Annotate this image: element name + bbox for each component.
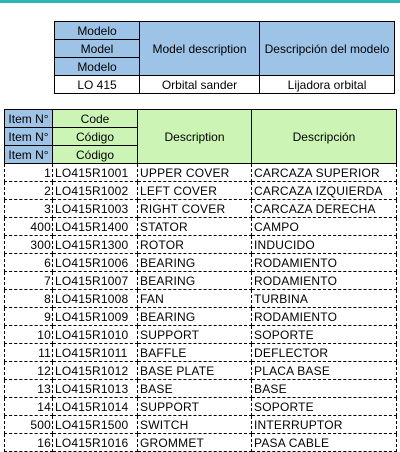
- table-row: [5, 182, 397, 200]
- description-cell: BASE: [138, 380, 252, 398]
- descripcion-cell: PASA CABLE: [252, 434, 397, 452]
- item-number-header: Item N°: [5, 128, 53, 146]
- item-number-cell: 11: [5, 344, 53, 362]
- table-row: [5, 290, 397, 308]
- table-row: [5, 218, 397, 236]
- description-cell: RIGHT COVER: [138, 200, 252, 218]
- description-cell: BAFFLE: [138, 344, 252, 362]
- model-description-value: Orbital sander: [140, 76, 260, 94]
- table-row: [5, 380, 397, 398]
- descripcion-cell: SOPORTE: [252, 326, 397, 344]
- description-cell: UPPER COVER: [138, 164, 252, 182]
- table-row: [5, 344, 397, 362]
- item-number-cell: 16: [5, 434, 53, 452]
- description-cell: BASE PLATE: [138, 362, 252, 380]
- code-cell: LO415R1007: [53, 272, 138, 290]
- descripcion-cell: INTERRUPTOR: [252, 416, 397, 434]
- descripcion-cell: RODAMIENTO: [252, 272, 397, 290]
- descripcion-cell: TURBINA: [252, 290, 397, 308]
- table-row: [5, 254, 397, 272]
- item-number-header: Item N°: [5, 110, 53, 128]
- table-row: [5, 272, 397, 290]
- code-cell: LO415R1006: [53, 254, 138, 272]
- item-number-cell: 13: [5, 380, 53, 398]
- item-number-cell: 14: [5, 398, 53, 416]
- descripcion-cell: CARCAZA IZQUIERDA: [252, 182, 397, 200]
- descripcion-cell: RODAMIENTO: [252, 254, 397, 272]
- description-cell: SWITCH: [138, 416, 252, 434]
- code-header: Código: [53, 128, 138, 146]
- item-number-cell: 1: [5, 164, 53, 182]
- code-cell: LO415R1300: [53, 236, 138, 254]
- table-row: [5, 326, 397, 344]
- code-cell: LO415R1002: [53, 182, 138, 200]
- description-cell: BEARING: [138, 272, 252, 290]
- descripcion-cell: RODAMIENTO: [252, 308, 397, 326]
- model-label: Modelo: [55, 58, 140, 76]
- model-label: Modelo: [55, 22, 140, 40]
- table-row: [5, 434, 397, 452]
- item-number-cell: 12: [5, 362, 53, 380]
- table-row: [5, 416, 397, 434]
- parts-table: [4, 109, 397, 452]
- table-row: [5, 308, 397, 326]
- code-cell: LO415R1011: [53, 344, 138, 362]
- code-cell: LO415R1014: [53, 398, 138, 416]
- table-row: [5, 236, 397, 254]
- table-row: [5, 362, 397, 380]
- code-cell: LO415R1009: [53, 308, 138, 326]
- table-row: [5, 398, 397, 416]
- item-number-cell: 10: [5, 326, 53, 344]
- code-cell: LO415R1003: [53, 200, 138, 218]
- model-description-header: Model description: [140, 22, 260, 76]
- item-number-cell: 300: [5, 236, 53, 254]
- code-cell: LO415R1400: [53, 218, 138, 236]
- model-value: LO 415: [55, 76, 140, 94]
- top-accent-line: [0, 0, 400, 3]
- code-header: Code: [53, 110, 138, 128]
- item-number-cell: 8: [5, 290, 53, 308]
- descripcion-modelo-header: Descripción del modelo: [260, 22, 395, 76]
- item-number-cell: 500: [5, 416, 53, 434]
- description-cell: FAN: [138, 290, 252, 308]
- descripcion-header: Descripción: [252, 110, 397, 164]
- model-header-table: [54, 21, 395, 94]
- parts-body: [5, 164, 397, 452]
- descripcion-cell: CAMPO: [252, 218, 397, 236]
- description-cell: STATOR: [138, 218, 252, 236]
- code-cell: LO415R1012: [53, 362, 138, 380]
- code-cell: LO415R1016: [53, 434, 138, 452]
- descripcion-cell: BASE: [252, 380, 397, 398]
- table-row: [5, 200, 397, 218]
- descripcion-cell: CARCAZA DERECHA: [252, 200, 397, 218]
- code-cell: LO415R1013: [53, 380, 138, 398]
- descripcion-cell: PLACA BASE: [252, 362, 397, 380]
- item-number-cell: 9: [5, 308, 53, 326]
- item-number-header: Item N°: [5, 146, 53, 164]
- item-number-cell: 2: [5, 182, 53, 200]
- descripcion-modelo-value: Lijadora orbital: [260, 76, 395, 94]
- table-row: [5, 164, 397, 182]
- item-number-cell: 3: [5, 200, 53, 218]
- description-cell: GROMMET: [138, 434, 252, 452]
- description-cell: BEARING: [138, 308, 252, 326]
- description-cell: SUPPORT: [138, 326, 252, 344]
- descripcion-cell: SOPORTE: [252, 398, 397, 416]
- descripcion-cell: DEFLECTOR: [252, 344, 397, 362]
- item-number-cell: 400: [5, 218, 53, 236]
- code-cell: LO415R1010: [53, 326, 138, 344]
- code-cell: LO415R1500: [53, 416, 138, 434]
- model-label: Model: [55, 40, 140, 58]
- description-header: Description: [138, 110, 252, 164]
- code-header: Código: [53, 146, 138, 164]
- description-cell: SUPPORT: [138, 398, 252, 416]
- description-cell: BEARING: [138, 254, 252, 272]
- code-cell: LO415R1001: [53, 164, 138, 182]
- item-number-cell: 6: [5, 254, 53, 272]
- description-cell: LEFT COVER: [138, 182, 252, 200]
- code-cell: LO415R1008: [53, 290, 138, 308]
- item-number-cell: 7: [5, 272, 53, 290]
- descripcion-cell: CARCAZA SUPERIOR: [252, 164, 397, 182]
- descripcion-cell: INDUCIDO: [252, 236, 397, 254]
- description-cell: ROTOR: [138, 236, 252, 254]
